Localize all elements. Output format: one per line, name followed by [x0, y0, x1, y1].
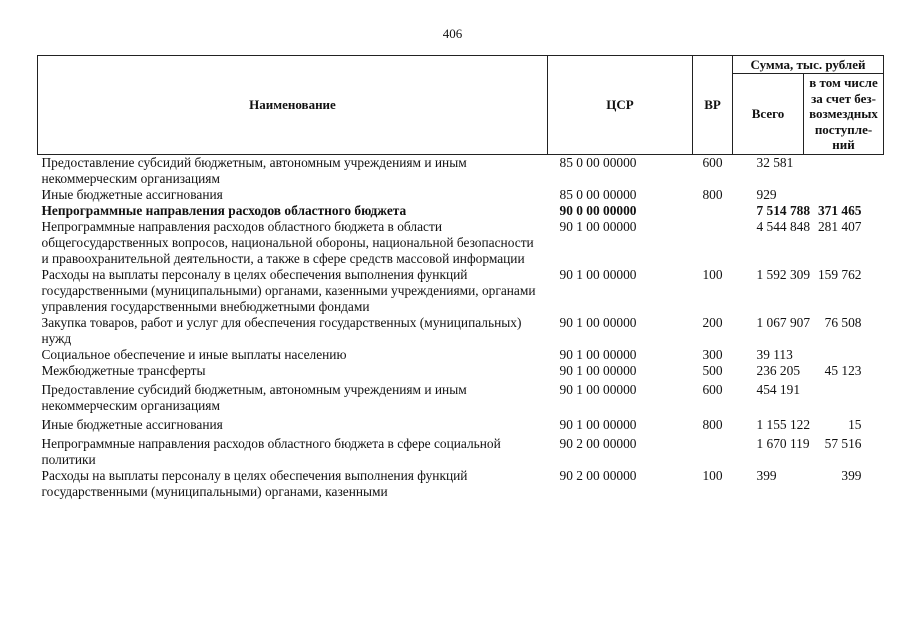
row-name: Межбюджетные трансферты: [41, 362, 206, 378]
row-free: 281 407: [817, 218, 862, 234]
row-total: 236 205: [756, 362, 801, 378]
row-total: 7 514 788: [756, 202, 811, 218]
header-vr: ВР: [693, 56, 733, 155]
table-row: [38, 468, 884, 500]
table-row: [38, 414, 884, 433]
table-row: [38, 187, 884, 203]
table-header: [38, 56, 884, 155]
table-row: [38, 347, 884, 363]
row-free: [804, 379, 884, 414]
row-vr: 600: [702, 381, 723, 397]
table-row: [38, 433, 884, 468]
row-vr: 100: [702, 467, 723, 483]
row-csr: 90 2 00 00000: [559, 435, 637, 451]
row-total: 454 191: [756, 381, 801, 397]
row-vr: [693, 203, 733, 219]
header-csr: ЦСР: [548, 56, 693, 155]
row-free: 159 762: [817, 266, 862, 282]
table-row: [38, 315, 884, 347]
row-name: Социальное обеспечение и иные выплаты населению: [41, 346, 347, 362]
row-csr: 90 1 00 00000: [559, 362, 637, 378]
row-csr: 85 0 00 00000: [559, 154, 637, 170]
row-csr: 85 0 00 00000: [559, 186, 637, 202]
row-free: 371 465: [817, 202, 862, 218]
row-total: 399: [756, 467, 777, 483]
row-free: 76 508: [824, 314, 862, 330]
row-vr: 800: [702, 186, 723, 202]
row-total: 1 067 907: [756, 314, 811, 330]
row-vr: 300: [702, 346, 723, 362]
row-vr: [693, 219, 733, 267]
row-total: 39 113: [756, 346, 793, 362]
row-csr: 90 2 00 00000: [559, 467, 637, 483]
row-total: 1 592 309: [756, 266, 811, 282]
row-free: [804, 187, 884, 203]
table-row: [38, 203, 884, 219]
table-row: [38, 363, 884, 379]
row-total: 4 544 848: [756, 218, 811, 234]
row-vr: 600: [702, 154, 723, 170]
table-row: [38, 267, 884, 315]
row-name: Предоставление субсидий бюджетным, автономным учреждениям и иным некоммерческим организациям: [41, 154, 467, 186]
page-number: 406: [442, 26, 463, 41]
row-vr: 500: [702, 362, 723, 378]
row-free: [804, 347, 884, 363]
row-free: [804, 154, 884, 187]
row-free: 15: [848, 416, 862, 432]
budget-table: [37, 55, 884, 500]
row-vr: 200: [702, 314, 723, 330]
row-name: Иные бюджетные ассигнования: [41, 186, 223, 202]
row-total: 1 670 119: [756, 435, 810, 451]
table-body: [38, 154, 884, 500]
header-name: Наименование: [38, 56, 548, 155]
row-csr: 90 1 00 00000: [559, 314, 637, 330]
row-free: 57 516: [824, 435, 862, 451]
row-name: Непрограммные направления расходов областного бюджета в сфере социальной политики: [41, 435, 501, 467]
row-csr: 90 1 00 00000: [559, 381, 637, 397]
row-total: 1 155 122: [756, 416, 811, 432]
row-free: 399: [841, 467, 862, 483]
row-name: Непрограммные направления расходов областного бюджета: [41, 202, 407, 218]
row-total: 929: [756, 186, 777, 202]
header-total: Всего: [733, 74, 804, 155]
table-row: [38, 379, 884, 414]
row-vr: [693, 433, 733, 468]
header-including: в том числе за счет без-возмездных поступле-ний: [804, 74, 884, 155]
row-name: Расходы на выплаты персоналу в целях обеспечения выполнения функций государственными (муниципальными) органами, казенными учреждениями, органами управления государственными внебюджетными фондами: [41, 266, 536, 314]
row-csr: 90 1 00 00000: [559, 218, 637, 234]
row-total: 32 581: [756, 154, 794, 170]
table-row: [38, 154, 884, 187]
row-name: Непрограммные направления расходов областного бюджета в области общегосударственных вопросов, национальной обороны, национальной безопасности и правоохранительной деятельности, а также в сфере средств массовой информации: [41, 218, 534, 266]
row-csr: 90 1 00 00000: [559, 346, 637, 362]
header-sum-group: Сумма, тыс. рублей: [733, 56, 884, 74]
row-vr: 100: [702, 266, 723, 282]
row-name: Иные бюджетные ассигнования: [41, 416, 223, 432]
row-vr: 800: [702, 416, 723, 432]
row-free: 45 123: [824, 362, 862, 378]
row-name: Предоставление субсидий бюджетным, автономным учреждениям и иным некоммерческим организациям: [41, 381, 467, 413]
row-csr: 90 1 00 00000: [559, 266, 637, 282]
table-row: [38, 219, 884, 267]
row-csr: 90 0 00 00000: [559, 202, 637, 218]
row-csr: 90 1 00 00000: [559, 416, 637, 432]
row-name: Закупка товаров, работ и услуг для обеспечения государственных (муниципальных) нужд: [41, 314, 522, 346]
row-name: Расходы на выплаты персоналу в целях обеспечения выполнения функций государственными (муниципальными) органами, казенными: [41, 467, 468, 499]
